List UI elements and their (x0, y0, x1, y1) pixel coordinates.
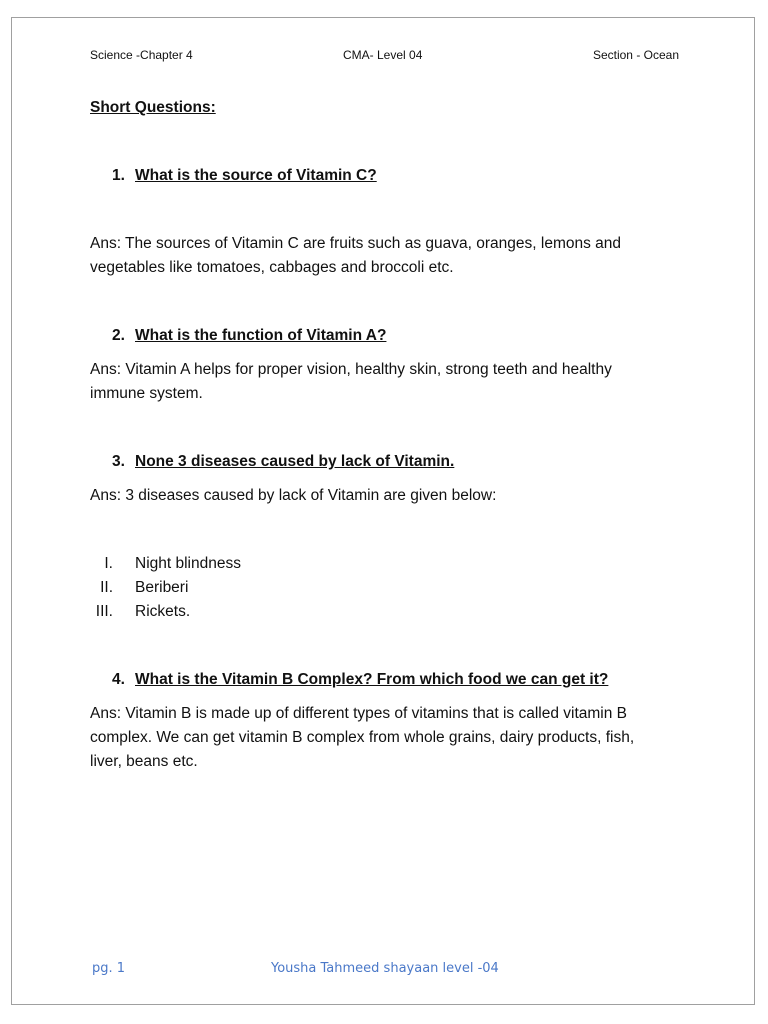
question-text: What is the Vitamin B Complex? From which food we can get it? (135, 671, 609, 688)
list-item (90, 576, 670, 600)
list-text: Beriberi (135, 579, 189, 596)
header-left: Science -Chapter 4 (90, 48, 193, 62)
footer-author: Yousha Tahmeed shayaan level -04 (271, 961, 499, 976)
document-body (90, 96, 670, 774)
list-text: Rickets. (135, 603, 191, 620)
question-2 (90, 324, 670, 348)
answer-4: Ans: Vitamin B is made up of different types of vitamins that is called vitamin B complex. We can get vitamin B complex from whole grains, dairy products, fish, liver, beans etc. (90, 705, 635, 770)
list-numeral: II. (100, 579, 113, 596)
header-center: CMA- Level 04 (343, 48, 423, 62)
question-number: 1. (112, 167, 125, 184)
question-text: What is the source of Vitamin C? (135, 167, 377, 184)
answer-3: Ans: 3 diseases caused by lack of Vitamin are given below: (90, 487, 497, 504)
list-item (90, 600, 670, 624)
page-header (90, 48, 679, 64)
question-text: What is the function of Vitamin A? (135, 327, 387, 344)
question-3 (90, 450, 670, 474)
question-text: None 3 diseases caused by lack of Vitamin. (135, 453, 455, 470)
disease-list (90, 552, 670, 624)
page-footer (92, 961, 592, 981)
list-text: Night blindness (135, 555, 241, 572)
header-right: Section - Ocean (592, 48, 679, 62)
answer-1: Ans: The sources of Vitamin C are fruits such as guava, oranges, lemons and vegetables like tomatoes, cabbages and broccoli etc. (90, 235, 622, 276)
question-number: 4. (112, 671, 125, 688)
question-4 (90, 668, 670, 692)
question-number: 2. (112, 327, 125, 344)
section-title: Short Questions: (90, 99, 216, 116)
question-number: 3. (112, 453, 125, 470)
list-numeral: III. (95, 603, 113, 620)
document-page (11, 17, 755, 1005)
list-item (90, 552, 670, 576)
page-number: pg. 1 (92, 961, 126, 976)
answer-2: Ans: Vitamin A helps for proper vision, healthy skin, strong teeth and healthy immune system. (90, 361, 612, 402)
question-1 (90, 164, 670, 188)
list-numeral: I. (104, 555, 113, 572)
